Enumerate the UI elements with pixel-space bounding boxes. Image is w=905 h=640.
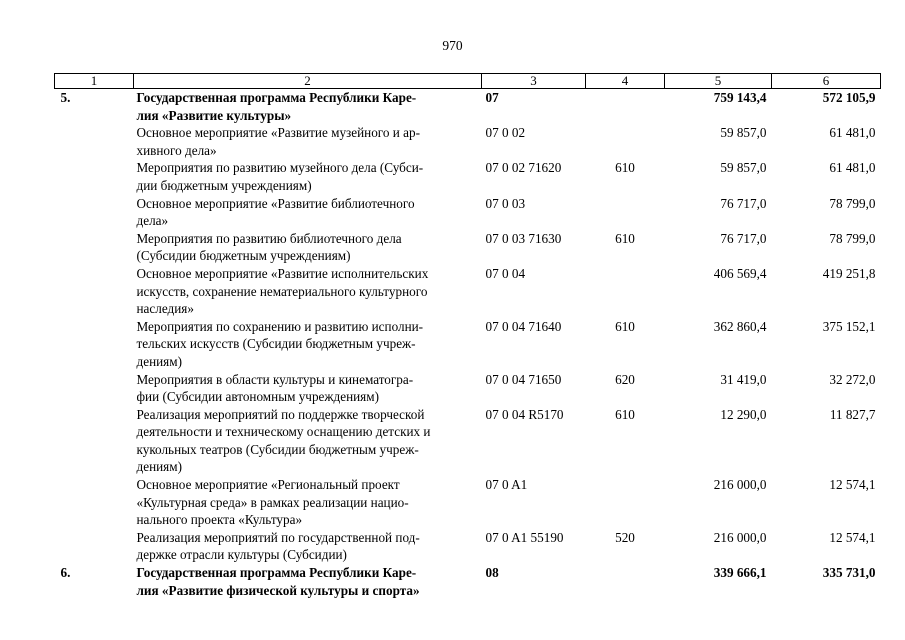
target-article-code: 08 [485, 565, 499, 581]
amount-column-6: 61 481,0 [829, 160, 876, 176]
amount-column-6: 419 251,8 [822, 265, 876, 281]
row-name-line: держке отрасли культуры (Субсидии) [136, 547, 347, 563]
target-article-code: 07 0 04 [485, 265, 526, 281]
amount-column-6: 12 574,1 [829, 529, 876, 545]
row-name [134, 529, 482, 564]
amount-column-5: 31 419,0 [720, 371, 767, 387]
amount-column-5: 759 143,4 [713, 90, 767, 105]
amount-column-5: 216 000,0 [713, 529, 767, 545]
row-name [134, 195, 482, 230]
column-header-2: 2 [134, 74, 482, 89]
row-name-line: Реализация мероприятий по поддержке творческой [136, 406, 425, 422]
row-name-line: хивного дела» [136, 142, 217, 158]
target-article-code: 07 0 04 R5170 [485, 406, 564, 422]
row-name-line: лия «Развитие культуры» [136, 107, 292, 123]
expense-type-code [586, 89, 665, 125]
row-name-line: Основное мероприятие «Региональный проект [136, 477, 400, 493]
column-header-1: 1 [55, 74, 134, 89]
expense-type-code [586, 476, 665, 529]
amount-column-6: 11 827,7 [829, 406, 876, 422]
expense-type-code: 610 [615, 160, 635, 176]
row-name-line: дениям) [136, 353, 182, 369]
row-name [134, 265, 482, 318]
row-name-line: тельских искусств (Субсидии бюджетным учреж- [136, 336, 416, 352]
row-number [55, 529, 134, 564]
row-number [55, 406, 134, 476]
target-article-code: 07 0 02 71620 [485, 160, 562, 176]
row-name-line: нального проекта «Культура» [136, 512, 303, 528]
row-name [134, 564, 482, 599]
row-name-line: Государственная программа Республики Каре- [136, 565, 417, 581]
row-name [134, 89, 482, 125]
row-number: 6. [60, 565, 71, 581]
row-number [55, 476, 134, 529]
amount-column-6: 572 105,9 [822, 90, 876, 105]
column-number-row [55, 74, 881, 89]
row-name-line: Мероприятия в области культуры и кинематогра- [136, 371, 414, 387]
amount-column-5: 406 569,4 [713, 265, 767, 281]
expense-type-code: 620 [615, 371, 635, 387]
row-name-line: Мероприятия по развитию музейного дела (Субси- [136, 160, 424, 176]
row-name-line: дии бюджетным учреждениям) [136, 177, 312, 193]
row-name-line: наследия» [136, 301, 194, 317]
target-article-code: 07 0 02 [485, 125, 526, 141]
row-name [134, 318, 482, 371]
column-header-3: 3 [482, 74, 586, 89]
page-number: 970 [442, 38, 463, 53]
target-article-code: 07 0 A1 55190 [485, 529, 564, 545]
amount-column-6: 12 574,1 [829, 477, 876, 493]
target-article-code: 07 0 A1 [485, 477, 528, 493]
table-row [55, 159, 881, 194]
row-name-line: фии (Субсидии автономным учреждениям) [136, 389, 379, 405]
target-article-code: 07 0 03 71630 [485, 230, 562, 246]
amount-column-5: 339 666,1 [713, 565, 767, 581]
row-name-line: Основное мероприятие «Развитие исполнительских [136, 265, 429, 281]
row-name-line: лия «Развитие физической культуры и спорта» [136, 582, 420, 598]
expense-type-code [586, 195, 665, 230]
column-header-6: 6 [772, 74, 881, 89]
expense-type-code [586, 265, 665, 318]
amount-column-6: 32 272,0 [829, 371, 876, 387]
table-row [55, 529, 881, 564]
expense-type-code: 520 [615, 529, 635, 545]
amount-column-6: 78 799,0 [829, 195, 876, 211]
row-name-line: дела» [136, 213, 169, 229]
table-row [55, 195, 881, 230]
target-article-code: 07 0 03 [485, 195, 526, 211]
row-name-line: искусств, сохранение нематериального культурного [136, 283, 428, 299]
table-row [55, 265, 881, 318]
expense-type-code: 610 [615, 230, 635, 246]
row-number [55, 318, 134, 371]
amount-column-5: 12 290,0 [720, 406, 767, 422]
expense-type-code [586, 564, 665, 599]
expense-type-code [586, 124, 665, 159]
row-number [55, 230, 134, 265]
amount-column-6: 375 152,1 [822, 318, 876, 334]
row-name-line: Реализация мероприятий по государственной под- [136, 529, 420, 545]
row-name [134, 124, 482, 159]
row-number [55, 124, 134, 159]
amount-column-5: 76 717,0 [720, 230, 767, 246]
row-name-line: Мероприятия по сохранению и развитию исполни- [136, 318, 424, 334]
column-header-5: 5 [665, 74, 772, 89]
row-name [134, 371, 482, 406]
table-row [55, 371, 881, 406]
row-number [55, 265, 134, 318]
amount-column-5: 362 860,4 [713, 318, 767, 334]
table-body [55, 89, 881, 600]
column-header-4: 4 [586, 74, 665, 89]
row-name [134, 159, 482, 194]
row-name [134, 476, 482, 529]
row-name-line: Основное мероприятие «Развитие музейного и ар- [136, 125, 420, 141]
target-article-code: 07 [485, 90, 499, 105]
row-name-line: дениям) [136, 459, 182, 475]
row-name-line: Государственная программа Республики Каре- [136, 90, 417, 105]
target-article-code: 07 0 04 71650 [485, 371, 562, 387]
table-row [55, 476, 881, 529]
table-row [55, 564, 881, 599]
row-name-line: (Субсидии бюджетным учреждениям) [136, 248, 351, 264]
amount-column-6: 61 481,0 [829, 125, 876, 141]
row-name-line: кукольных театров (Субсидии бюджетным учреж- [136, 441, 419, 457]
amount-column-5: 59 857,0 [720, 160, 767, 176]
row-name-line: деятельности и техническому оснащению детских и [136, 424, 431, 440]
row-number: 5. [60, 90, 71, 105]
row-number [55, 371, 134, 406]
row-name-line: Мероприятия по развитию библиотечного дела [136, 230, 402, 246]
row-number [55, 195, 134, 230]
table-row [55, 230, 881, 265]
table-row [55, 406, 881, 476]
target-article-code: 07 0 04 71640 [485, 318, 562, 334]
row-name-line: Основное мероприятие «Развитие библиотечного [136, 195, 415, 211]
table-row [55, 124, 881, 159]
row-name-line: «Культурная среда» в рамках реализации нацио- [136, 494, 409, 510]
expense-type-code: 610 [615, 318, 635, 334]
row-name [134, 406, 482, 476]
amount-column-5: 59 857,0 [720, 125, 767, 141]
table-row [55, 318, 881, 371]
amount-column-5: 216 000,0 [713, 477, 767, 493]
amount-column-6: 335 731,0 [822, 565, 876, 581]
budget-table [54, 73, 881, 599]
row-name [134, 230, 482, 265]
table-row [55, 89, 881, 125]
row-number [55, 159, 134, 194]
expense-type-code: 610 [615, 406, 635, 422]
amount-column-6: 78 799,0 [829, 230, 876, 246]
amount-column-5: 76 717,0 [720, 195, 767, 211]
